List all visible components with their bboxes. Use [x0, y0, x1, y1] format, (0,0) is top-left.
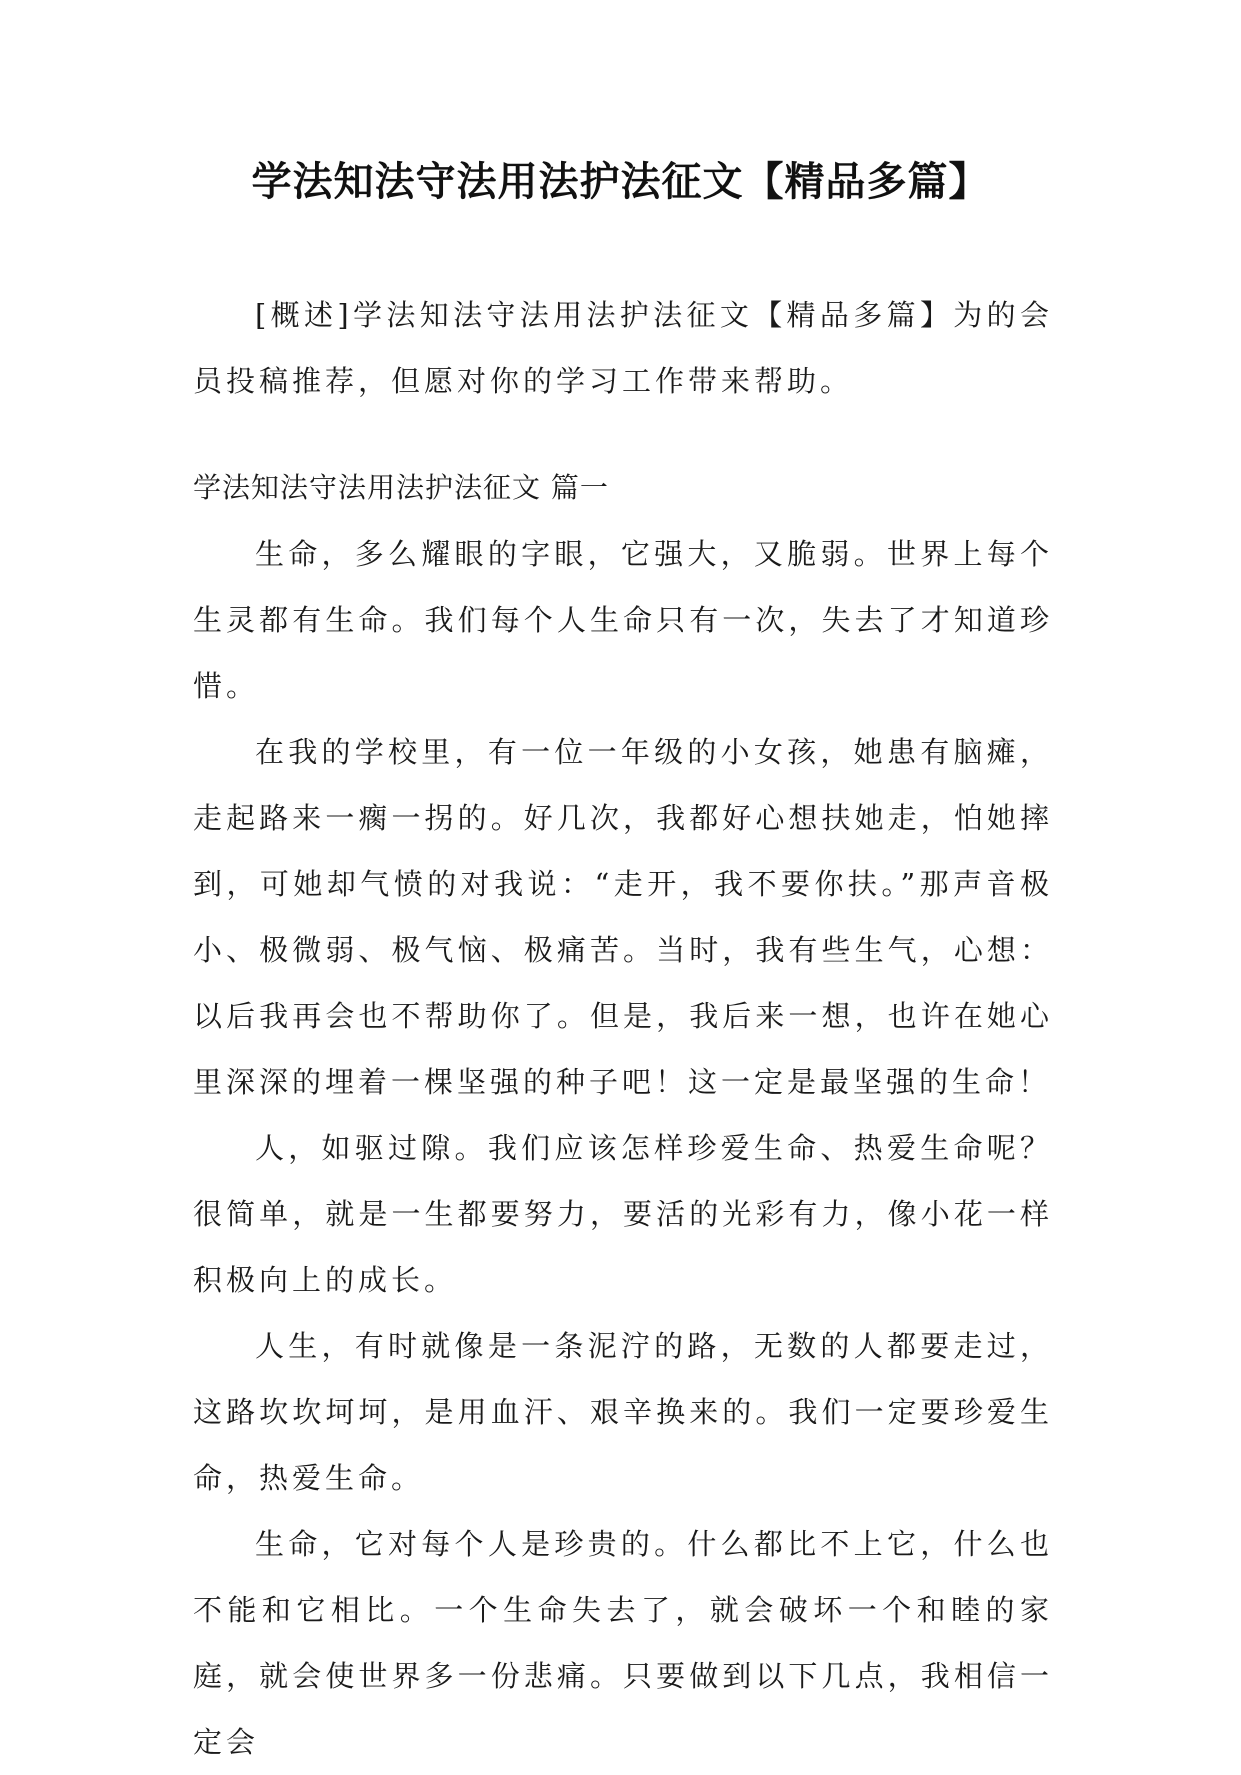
body-paragraph: 在我的学校里，有一位一年级的小女孩，她患有脑瘫，走起路来一瘸一拐的。好几次，我都好心想扶她走，怕她摔到，可她却气愤的对我说：“走开，我不要你扶。”那声音极小、极微弱、极气恼、极痛苦。当时，我有些生气，心想：以后我再会也不帮助你了。但是，我后来一想，也许在她心里深深的埋着一棵坚强的种子吧！这一定是最坚强的生命！	[193, 735, 1053, 1099]
document-title: 学法知法守法用法护法征文【精品多篇】	[251, 159, 990, 205]
body-paragraph: 生命，多么耀眼的字眼，它强大，又脆弱。世界上每个生灵都有生命。我们每个人生命只有一次，失去了才知道珍惜。	[193, 537, 1053, 703]
body-paragraph: 人，如驱过隙。我们应该怎样珍爱生命、热爱生命呢？很简单，就是一生都要努力，要活的光彩有力，像小花一样积极向上的成长。	[193, 1131, 1053, 1297]
summary-paragraph: [概述]学法知法守法用法护法征文【精品多篇】为的会员投稿推荐，但愿对你的学习工作带来帮助。	[193, 298, 1053, 398]
article-body	[193, 521, 1053, 1775]
body-paragraph: 生命，它对每个人是珍贵的。什么都比不上它，什么也不能和它相比。一个生命失去了，就会破坏一个和睦的家庭，就会使世界多一份悲痛。只要做到以下几点，我相信一定会	[193, 1527, 1053, 1759]
section-heading: 学法知法守法用法护法征文 篇一	[193, 471, 609, 504]
body-paragraph: 人生，有时就像是一条泥泞的路，无数的人都要走过，这路坎坎坷坷，是用血汗、艰辛换来的。我们一定要珍爱生命，热爱生命。	[193, 1329, 1053, 1495]
